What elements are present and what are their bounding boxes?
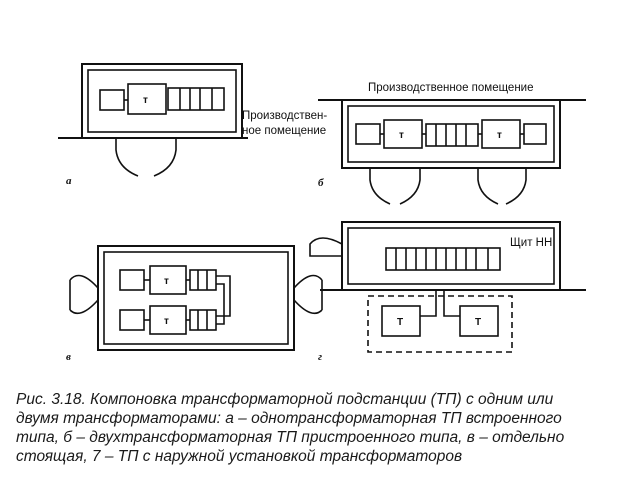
bus-link-v: [216, 276, 230, 324]
outdoor-fence-g: [368, 296, 512, 352]
switchgear-a: [168, 88, 224, 110]
door-g: [310, 238, 342, 256]
building-outer-b: [342, 100, 560, 168]
door-b2-left: [478, 168, 498, 204]
sublabel-g: г: [318, 351, 323, 363]
input-cell-v1: [120, 270, 144, 290]
switchgear-v2: [190, 310, 216, 330]
building-inner-a: [88, 70, 236, 132]
sublabel-b: б: [318, 177, 324, 189]
building-outer-g: [342, 222, 560, 290]
room-label-a-1: Производствен-: [242, 110, 328, 122]
transformer-label-a: т: [143, 95, 148, 106]
switchgear-v1: [190, 270, 216, 290]
door-left-a: [116, 138, 138, 176]
caption-line-2: двумя трансформаторами: а – однотрансформаторная ТП встроенного: [16, 410, 562, 427]
transformer-label-b2: т: [497, 130, 502, 141]
door-right-a: [154, 138, 176, 176]
cable-g: [420, 290, 460, 316]
diagram-v: [70, 246, 322, 350]
input-cell-a: [100, 90, 124, 110]
door-b1-right: [400, 168, 420, 204]
caption-line-1: Рис. 3.18. Компоновка трансформаторной подстанции (ТП) с одним или: [16, 391, 554, 408]
door-right-v: [294, 276, 322, 314]
input-cell-b2: [524, 124, 546, 144]
diagram-a: [58, 64, 248, 176]
door-b2-right: [506, 168, 526, 204]
sublabel-a: а: [66, 175, 72, 187]
switchgear-b: [426, 124, 478, 146]
caption-line-4: стоящая, 7 – ТП с наружной установкой трансформаторов: [16, 448, 463, 465]
sublabel-v: в: [66, 351, 71, 363]
input-cell-v2: [120, 310, 144, 330]
transformer-label-v2: т: [164, 316, 169, 327]
room-label-a-2: ное помещение: [242, 125, 327, 137]
building-outer-v: [98, 246, 294, 350]
caption-line-3: типа, б – двухтрансформаторная ТП пристроенного типа, в – отдельно: [16, 429, 565, 446]
transformer-label-g1: Т: [397, 317, 404, 328]
panel-label-g: Щит НН: [510, 237, 553, 249]
transformer-label-b1: т: [399, 130, 404, 141]
door-left-v: [70, 276, 98, 314]
lv-panel-g: [386, 248, 500, 270]
transformer-label-g2: Т: [475, 317, 482, 328]
room-label-b: Производственное помещение: [368, 82, 534, 94]
diagram-b: [318, 100, 586, 204]
door-b1-left: [370, 168, 390, 204]
building-outer-a: [82, 64, 242, 138]
input-cell-b1: [356, 124, 380, 144]
transformer-label-v1: т: [164, 276, 169, 287]
figure-caption: [16, 390, 628, 466]
